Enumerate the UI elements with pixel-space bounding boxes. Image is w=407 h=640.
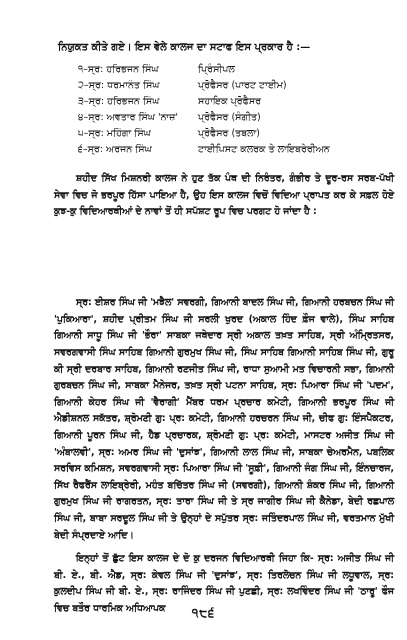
- staff-name: ੩–ਸ੍ਰ: ਹਰਿਭਜਨ ਸਿੰਘ: [78, 96, 160, 107]
- staff-role: ਸਹਾਇਕ ਪ੍ਰੋਫੈਸਰ: [198, 96, 262, 107]
- paragraph-other-students: ਇਨ੍ਹਾਂ ਤੋਂ ਛੁੱਟ ਇਸ ਕਾਲਜ ਦੇ ਦੋ ਕੁ ਦਰਜਨ ਵਿਦਿਆਰਥੀ ਜਿਹਾ ਕਿ- ਸ੍ਰ: ਅਜੀਤ ਸਿੰਘ ਜੀ ਬੀ. ਏ., ਬੀ. ਐਡ, ਸ੍ਰ: ਕੇਵਲ ਸਿੰਘ ਜੀ 'ਦੁਸਾਂਝ', ਸ੍ਰ: ਤਿਰਲੋਚਨ ਸਿੰਘ ਜੀ ਲਧੂਵਾਲ, ਸ੍ਰ: ਕੁਲਦੀਪ ਸਿੰਘ ਜੀ ਬੀ. ਏ., ਸ੍ਰ: ਰਾਜਿੰਦਰ ਸਿੰਘ ਜੀ ਪੁਣਛੀ, ਸ੍ਰ: ਲਖਵਿੰਦਰ ਸਿੰਘ ਜੀ 'ਠਾਰੂ' ਫੌਜ ਵਿਚ ਬਤੌਰ ਧਾਰਮਿਕ ਅਧਿਆਪਕ: [54, 553, 394, 615]
- staff-list: [78, 64, 398, 160]
- staff-name: ੨–ਸ੍ਰ: ਧਰਮਾਨੰਤ ਸਿੰਘ: [78, 80, 160, 91]
- paragraph-notable-alumni: ਸ੍ਰ: ਈਸ਼ਰ ਸਿੰਘ ਜੀ 'ਮਝੈਲ' ਸਵਰਗੀ, ਗਿਆਨੀ ਬਾਦਲ ਸਿੰਘ ਜੀ, ਗਿਆਨੀ ਹਰਬਚਨ ਸਿੰਘ ਜੀ 'ਪੁਕਿਆਰਾ', ਸ਼ਹੀਦ ਪ੍ਰੀਤਮ ਸਿੰਘ ਜੀ ਸਰਲੀ ਖੁਰਦ (ਅਕਾਲ ਹਿੰਦ ਫ਼ੌਜ ਵਾਲੇ), ਸਿੰਘ ਸਾਹਿਬ ਗਿਆਨੀ ਸਾਧੂ ਸਿੰਘ ਜੀ 'ਭੌਰਾ' ਸਾਬਕਾ ਜਥੇਦਾਰ ਸ੍ਰੀ ਅਕਾਲ ਤਖ਼ਤ ਸਾਹਿਬ, ਸ੍ਰੀ ਅੰਮ੍ਰਿਤਸਰ, ਸਵਰਗਵਾਸੀ ਸਿੰਘ ਸਾਹਿਬ ਗਿਆਨੀ ਗੁਰਮੁਖ ਸਿੰਘ ਜੀ, ਸਿੰਘ ਸਾਹਿਬ ਗਿਆਨੀ ਸਾਹਿਬ ਸਿੰਘ ਜੀ, ਗੁਰੂ ਕੀ ਸ੍ਰੀ ਦਰਬਾਰ ਸਾਹਿਬ, ਗਿਆਨੀ ਰਣਜੀਤ ਸਿੰਘ ਜੀ, ਰਾਧਾ ਸੁਆਮੀ ਮਤ ਵਿਚਾਰਨੀ ਸਭਾ, ਗਿਆਨੀ ਗੁਰਬਚਨ ਸਿੰਘ ਜੀ, ਸਾਬਕਾ ਮੈਨੇਜਰ, ਤਖ਼ਤ ਸ੍ਰੀ ਪਟਨਾ ਸਾਹਿਬ, ਸ੍ਰ: ਪਿਆਰਾ ਸਿੰਘ ਜੀ 'ਪਦਮ', ਗਿਆਨੀ ਕੇਹਰ ਸਿੰਘ ਜੀ 'ਵੈਰਾਗੀ' ਮੈਂਬਰ ਧਰਮ ਪ੍ਰਚਾਰ ਕਮੇਟੀ, ਗਿਆਨੀ ਭਰਪੂਰ ਸਿੰਘ ਜੀ ਐਡੀਸ਼ਨਲ ਸਕੱਤਰ, ਸ਼੍ਰੋਮਣੀ ਗੁ: ਪ੍ਰ: ਕਮੇਟੀ, ਗਿਆਨੀ ਹਰਚਰਨ ਸਿੰਘ ਜੀ, ਚੀਫ ਗੁ: ਇੰਸਪੈਕਟਰ, ਗਿਆਨੀ ਪੂਰਨ ਸਿੰਘ ਜੀ, ਹੈਡ ਪ੍ਰਚਾਰਕ, ਸ਼੍ਰੋਮਣੀ ਗੁ: ਪ੍ਰ: ਕਮੇਟੀ, ਮਾਸਟਰ ਅਜੀਤ ਸਿੰਘ ਜੀ 'ਅੰਬਾਲਵੀ', ਸ੍ਰ: ਅਮਰ ਸਿੰਘ ਜੀ 'ਦੁਸਾਂਝ', ਗਿਆਨੀ ਲਾਲ ਸਿੰਘ ਜੀ, ਸਾਬਕਾ ਚੇਅਰਮੈਨ, ਪਬਲਿਕ ਸਰਵਿਸ ਕਮਿਸ਼ਨ, ਸਵਰਗਵਾਸੀ ਸ੍ਰ: ਪਿਆਰਾ ਸਿੰਘ ਜੀ 'ਸੂਫ਼ੀ', ਗਿਆਨੀ ਜੰਗ ਸਿੰਘ ਜੀ, ਇੰਨਚਾਰਜ, ਸਿੱਖ ਰੈਫਰੈਂਸ ਲਾਇਬ੍ਰੇਰੀ, ਮਹੰਤ ਬਚਿੱਤਰ ਸਿੰਘ ਜੀ (ਸਵਰਗੀ), ਗਿਆਨੀ ਸ਼ੰਕਰ ਸਿੰਘ ਜੀ, ਗਿਆਨੀ ਗੁਰਮੁਖ ਸਿੰਘ ਜੀ ਰਾਗਰਤਨ, ਸ੍ਰ: ਤਾਰਾ ਸਿੰਘ ਜੀ ਤੇ ਸ੍ਰ ਜਾਗੀਰ ਸਿੰਘ ਜੀ ਕੈਨੇਡਾ, ਬੇਦੀ ਰਛਪਾਲ ਸਿੰਘ ਜੀ, ਬਾਬਾ ਸਰਦੂਲ ਸਿੰਘ ਜੀ ਤੇ ਉਨ੍ਹਾਂ ਦੇ ਸਪੁੱਤਰ ਸ੍ਰ: ਜਤਿੰਦਰਪਾਲ ਸਿੰਘ ਜੀ, ਵਰਤਮਾਨ ਮੁੱਖੀ ਬੇਦੀ ਸੰਪ੍ਰਦਾਏ ਆਦਿ।: [54, 297, 394, 541]
- staff-role: ਪ੍ਰਿੰਸੀਪਲ: [198, 64, 235, 75]
- staff-name: ੪–ਸ੍ਰ: ਅਵਤਾਰ ਸਿੰਘ 'ਨਾਜ਼': [78, 112, 179, 123]
- paragraph-college-service: ਸ਼ਹੀਦ ਸਿੱਖ ਮਿਸ਼ਨਰੀ ਕਾਲਜ ਨੇ ਹੁਣ ਤੱਕ ਪੰਥ ਦੀ ਨਿਰੰਤਰ, ਗੰਭੀਰ ਤੇ ਦੂਰ-ਰਸ ਸਰਬ-ਪੱਖੀ ਸੇਵਾ ਵਿਚ ਜੋ ਭਰਪੂਰ ਹਿੱਸਾ ਪਾਇਆ ਹੈ, ਉਹ ਇਸ ਕਾਲਜ ਵਿਚੋਂ ਵਿਦਿਆ ਪ੍ਰਾਪਤ ਕਰ ਕੇ ਸਫ਼ਲ ਹੋਏ ਕੁਝ-ਕੁ ਵਿਦਿਆਰਥੀਆਂ ਦੇ ਨਾਵਾਂ ਤੋਂ ਹੀ ਸਪੱਸ਼ਟ ਰੂਪ ਵਿਚ ਪਰਗਟ ਹੋ ਜਾਂਦਾ ਹੈ :: [54, 173, 394, 218]
- page-number: ੧੮੬: [191, 606, 216, 620]
- staff-role: ਪ੍ਰੋਫੈਸਰ (ਪਾਰਟ ਟਾਈਮ): [198, 80, 287, 91]
- staff-row: [78, 144, 398, 160]
- staff-row: [78, 64, 398, 80]
- staff-row: [78, 128, 398, 144]
- staff-name: ੬–ਸ੍ਰ: ਅਰਜਨ ਸਿੰਘ: [78, 144, 152, 155]
- staff-row: [78, 112, 398, 128]
- intro-line: ਨਿਯੁਕਤ ਕੀਤੇ ਗਏ। ਇਸ ਵੇਲੇ ਕਾਲਜ ਦਾ ਸਟਾਫ ਇਸ ਪ੍ਰਕਾਰ ਹੈ :—: [58, 42, 311, 53]
- staff-name: ੫–ਸ੍ਰ: ਮਹਿੰਗਾ ਸਿੰਘ: [78, 128, 151, 139]
- staff-role: ਪ੍ਰੋਫੈਸਰ (ਸੰਗੀਤ): [198, 112, 261, 123]
- staff-row: [78, 80, 398, 96]
- staff-row: [78, 96, 398, 112]
- staff-name: ੧–ਸ੍ਰ: ਹਰਿਭਜਨ ਸਿੰਘ: [78, 64, 159, 75]
- staff-role: ਟਾਈਪਿਸਟ ਕਲਰਕ ਤੇ ਲਾਇਬਰੇਰੀਅਨ: [198, 144, 330, 155]
- staff-role: ਪ੍ਰੋਫੈਸਰ (ਤਬਲਾ): [198, 128, 261, 139]
